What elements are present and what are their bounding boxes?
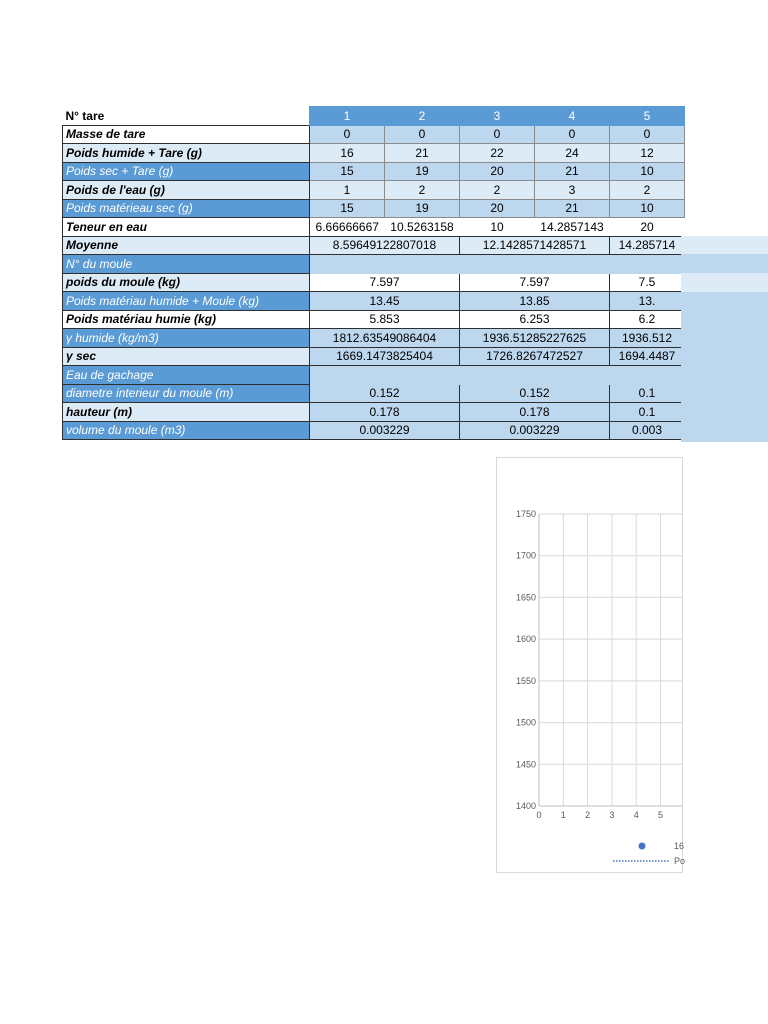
moule-row — [63, 366, 685, 385]
moule-label: volume du moule (m3) — [63, 421, 310, 440]
overflow-block — [681, 292, 768, 442]
moule-cell: 7.597 — [460, 273, 610, 292]
moule-cell — [610, 366, 685, 385]
moyenne-label: Moyenne — [63, 236, 310, 255]
overflow-moule-number — [681, 254, 768, 273]
x-tick-label: 2 — [585, 810, 591, 820]
table-cell: 6.66666667 — [310, 218, 385, 237]
x-tick-label: 1 — [560, 810, 566, 820]
row-label: Masse de tare — [63, 125, 310, 144]
column-header: 2 — [385, 107, 460, 126]
moule-cell: 6.253 — [460, 310, 610, 329]
header-row — [63, 107, 685, 126]
table-cell: 2 — [610, 181, 685, 200]
chart-area — [496, 457, 686, 873]
table-cell: 20 — [460, 199, 535, 218]
table-row — [63, 199, 685, 218]
tare-header-label: N° tare — [65, 108, 105, 123]
row-label: Poids de l'eau (g) — [63, 181, 310, 200]
moule-cell — [310, 255, 460, 274]
moule-label: diametre interieur du moule (m) — [63, 384, 310, 403]
overflow-cells — [681, 236, 768, 442]
moule-cell — [460, 366, 610, 385]
moule-row — [63, 347, 685, 366]
legend-text: Po — [674, 856, 686, 866]
overflow-moyenne — [681, 236, 768, 254]
moule-cell: 0.152 — [310, 384, 460, 403]
row-label: Teneur en eau — [63, 218, 310, 237]
moule-cell: 13.45 — [310, 292, 460, 311]
moyenne-value: 12.1428571428571 — [460, 236, 610, 255]
moule-cell: 1726.8267472527 — [460, 347, 610, 366]
table-cell: 20 — [610, 218, 685, 237]
moule-cell: 6.2 — [610, 310, 685, 329]
moule-cell — [610, 255, 685, 274]
moyenne-row — [63, 236, 685, 255]
moule-label: N° du moule — [63, 255, 310, 274]
moule-cell: 0.003229 — [310, 421, 460, 440]
moule-cell: 13. — [610, 292, 685, 311]
y-tick-label: 1400 — [515, 801, 536, 811]
table-cell: 1 — [310, 181, 385, 200]
moule-label: Poids matériau humie (kg) — [63, 310, 310, 329]
table-cell: 0 — [385, 125, 460, 144]
table-cell: 2 — [460, 181, 535, 200]
table-cell: 0 — [535, 125, 610, 144]
table-cell: 12 — [610, 144, 685, 163]
x-tick-label: 4 — [633, 810, 639, 820]
x-tick-label: 3 — [609, 810, 615, 820]
table-cell: 3 — [535, 181, 610, 200]
moule-row — [63, 421, 685, 440]
table-cell: 2 — [385, 181, 460, 200]
table-cell: 14.2857143 — [535, 218, 610, 237]
moyenne-value: 14.285714 — [610, 236, 685, 255]
table-cell: 10 — [610, 162, 685, 181]
table-cell: 10.5263158 — [385, 218, 460, 237]
moyenne-value: 8.59649122807018 — [310, 236, 460, 255]
row-label: Poids matérieau sec (g) — [63, 199, 310, 218]
table-row — [63, 144, 685, 163]
table-row — [63, 125, 685, 144]
moule-label: hauteur (m) — [63, 403, 310, 422]
moule-row — [63, 273, 685, 292]
column-header: 4 — [535, 107, 610, 126]
table-cell: 20 — [460, 162, 535, 181]
moule-cell: 7.597 — [310, 273, 460, 292]
moule-cell: 1694.4487 — [610, 347, 685, 366]
table-row — [63, 218, 685, 237]
moule-cell — [310, 366, 460, 385]
scatter-chart — [497, 458, 686, 872]
overflow-cells-svg — [681, 236, 768, 442]
moule-label: Poids matériau humide + Moule (kg) — [63, 292, 310, 311]
table-cell: 10 — [610, 199, 685, 218]
table-cell: 10 — [460, 218, 535, 237]
table-cell: 21 — [535, 162, 610, 181]
table-cell: 21 — [385, 144, 460, 163]
moule-label: poids du moule (kg) — [63, 273, 310, 292]
column-header: 1 — [310, 107, 385, 126]
table-cell: 19 — [385, 199, 460, 218]
moule-cell: 1669.1473825404 — [310, 347, 460, 366]
moule-cell: 0.1 — [610, 403, 685, 422]
column-header: 3 — [460, 107, 535, 126]
moule-cell — [460, 255, 610, 274]
table-cell: 16 — [310, 144, 385, 163]
moule-cell: 0.178 — [460, 403, 610, 422]
overflow-moule-weight — [681, 273, 768, 292]
row-label: Poids sec + Tare (g) — [63, 162, 310, 181]
data-table — [62, 106, 685, 440]
moule-row — [63, 384, 685, 403]
table-cell: 15 — [310, 199, 385, 218]
moule-label: γ sec — [63, 347, 310, 366]
moule-cell: 0.003229 — [460, 421, 610, 440]
y-tick-label: 1650 — [515, 592, 536, 603]
y-tick-label: 1700 — [515, 550, 536, 561]
table-cell: 24 — [535, 144, 610, 163]
moule-cell: 1812.63549086404 — [310, 329, 460, 348]
moule-label: Eau de gachage — [63, 366, 310, 385]
legend-marker-dot — [639, 843, 646, 850]
moule-label: γ humide (kg/m3) — [63, 329, 310, 348]
y-tick-label: 1750 — [515, 509, 536, 519]
legend-text: 16 — [674, 841, 685, 851]
table-cell: 22 — [460, 144, 535, 163]
moule-row — [63, 310, 685, 329]
table-cell: 15 — [310, 162, 385, 181]
moule-cell: 0.152 — [460, 384, 610, 403]
spreadsheet — [62, 106, 685, 440]
moule-cell: 13.85 — [460, 292, 610, 311]
moule-cell: 7.5 — [610, 273, 685, 292]
moule-row — [63, 255, 685, 274]
moule-row — [63, 403, 685, 422]
table-row — [63, 162, 685, 181]
y-tick-label: 1450 — [515, 759, 536, 770]
moule-cell: 1936.512 — [610, 329, 685, 348]
y-tick-label: 1600 — [515, 634, 536, 645]
table-cell: 0 — [310, 125, 385, 144]
table-cell: 0 — [610, 125, 685, 144]
column-header: 5 — [610, 107, 685, 126]
y-tick-label: 1500 — [515, 717, 536, 728]
x-tick-label: 0 — [536, 810, 542, 820]
moule-row — [63, 292, 685, 311]
moule-cell: 1936.51285227625 — [460, 329, 610, 348]
y-tick-label: 1550 — [515, 675, 536, 686]
table-cell: 21 — [535, 199, 610, 218]
moule-cell: 0.178 — [310, 403, 460, 422]
x-tick-label: 5 — [657, 810, 664, 820]
moule-row — [63, 329, 685, 348]
table-cell: 19 — [385, 162, 460, 181]
table-cell: 0 — [460, 125, 535, 144]
moule-cell: 0.1 — [610, 384, 685, 403]
moule-cell: 5.853 — [310, 310, 460, 329]
moule-cell: 0.003 — [610, 421, 685, 440]
row-label: Poids humide + Tare (g) — [63, 144, 310, 163]
table-row — [63, 181, 685, 200]
